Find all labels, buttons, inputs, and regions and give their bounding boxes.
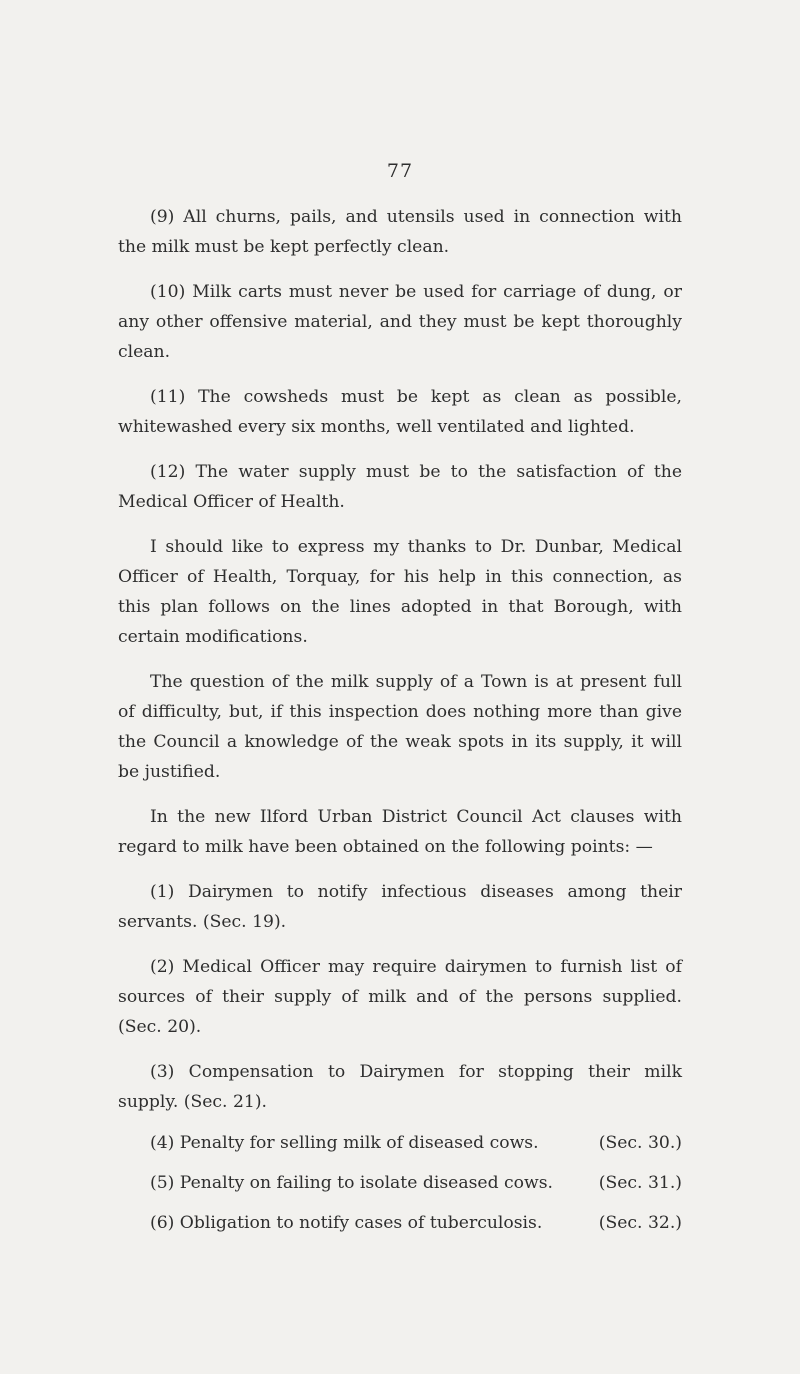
body-text (118, 202, 682, 1248)
paragraph-milk-supply: The question of the milk supply of a Town is at present full of difficulty, but, if this inspection does nothing more than give the Council a knowledge of the weak spots in its supply, it will be justified. (118, 672, 682, 782)
page-number: 77 (386, 160, 414, 182)
paragraph-item-9: (9) All churns, pails, and utensils used in connection with the milk must be kept perfectly clean. (118, 207, 682, 257)
paragraph-council-act: In the new Ilford Urban District Council Act clauses with regard to milk have been obtained on the following points: — (118, 807, 682, 857)
clause-item-4 (118, 1128, 682, 1158)
clause-text: (5) Penalty on failing to isolate diseased cows. (150, 1173, 554, 1193)
clause-text: (4) Penalty for selling milk of diseased cows. (150, 1133, 539, 1153)
clause-item-5 (118, 1168, 682, 1198)
clause-item-3: (3) Compensation to Dairymen for stopping their milk supply. (Sec. 21). (118, 1062, 682, 1112)
clause-item-1: (1) Dairymen to notify infectious diseases among their servants. (Sec. 19). (118, 882, 682, 932)
paragraph-item-10: (10) Milk carts must never be used for carriage of dung, or any other offensive material, and they must be kept thoroughly clean. (118, 282, 682, 362)
clause-item-6 (118, 1208, 682, 1238)
clause-section: (Sec. 31.) (598, 1173, 682, 1193)
clause-item-2: (2) Medical Officer may require dairymen to furnish list of sources of their supply of milk and of the persons supplied. (Sec. 20). (118, 957, 682, 1037)
paragraph-item-12: (12) The water supply must be to the satisfaction of the Medical Officer of Health. (118, 462, 682, 512)
clause-section: (Sec. 32.) (598, 1213, 682, 1233)
paragraph-item-11: (11) The cowsheds must be kept as clean as possible, whitewashed every six months, well ventilated and lighted. (118, 387, 682, 437)
clause-text: (6) Obligation to notify cases of tuberculosis. (150, 1213, 543, 1233)
clause-section: (Sec. 30.) (598, 1133, 682, 1153)
paragraph-thanks: I should like to express my thanks to Dr. Dunbar, Medical Officer of Health, Torquay, for his help in this connection, as this plan follows on the lines adopted in that Borough, with certain modifications. (118, 537, 682, 647)
